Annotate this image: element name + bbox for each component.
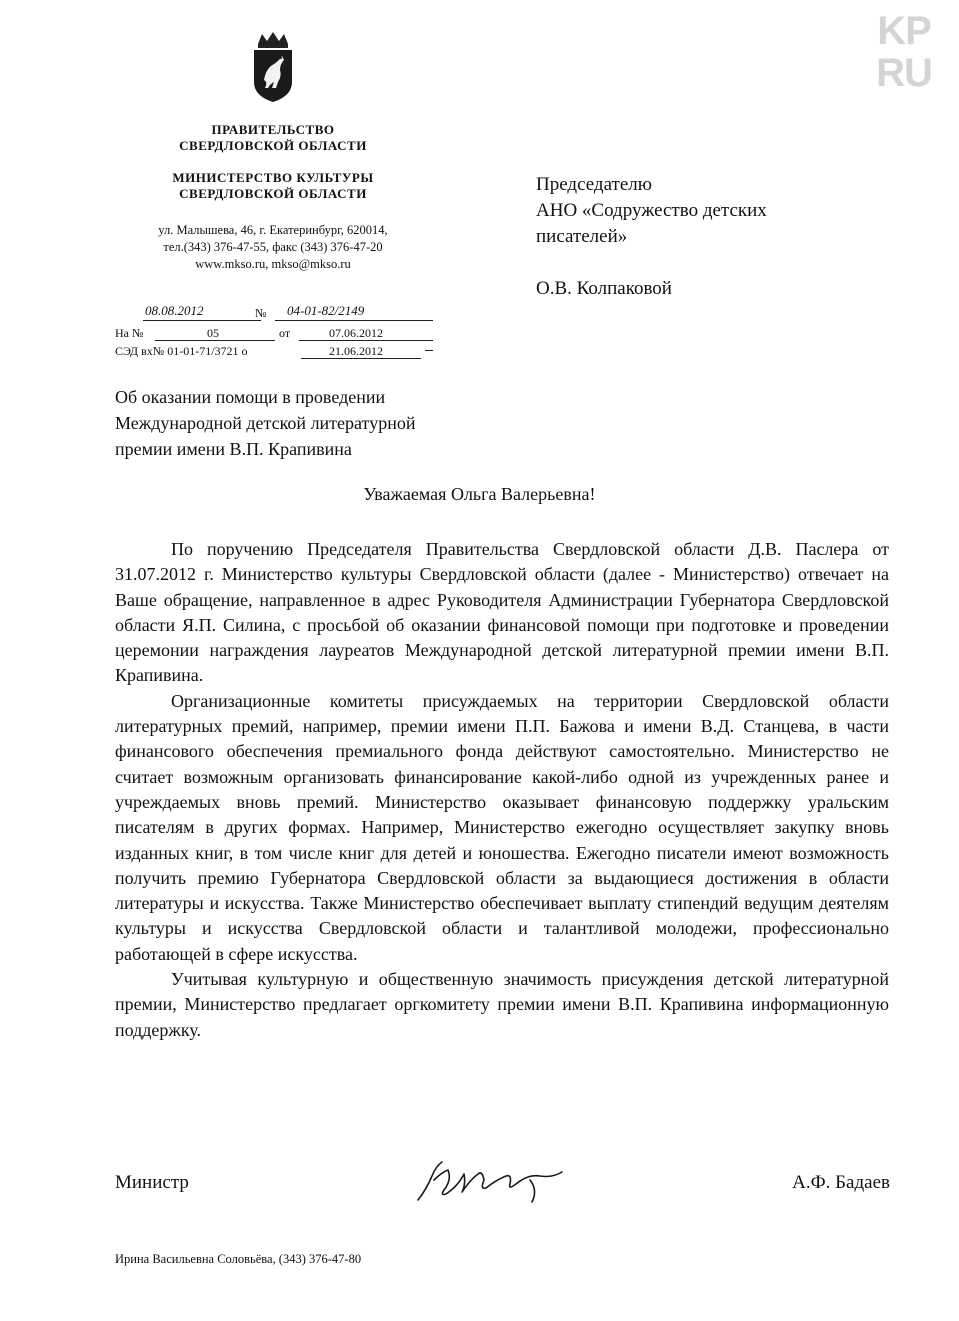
government-line-2: СВЕРДЛОВСКОЙ ОБЛАСТИ bbox=[179, 138, 367, 153]
body-paragraph-2: Организационные комитеты присуждаемых на территории Свердловской области литературных премий, например, премии имени П.П. Бажова и имени В.Д. Станцева, в части финансового обеспечения премиального фонда действуют самостоятельно. Министерство не считает возможным организовать финансирование какой-либо одной из учрежденных ранее и учреждаемых вновь премий. Министерство оказывает финансовую поддержку уральским писателям в других формах. Например, Министерство ежегодно осуществляет закупку вновь изданных книг, в том числе книг для детей и юношества. Ежегодно писатели имеют возможность получить премию Губернатора Свердловской области за выдающиеся достижения в области литературы и искусства. Также Министерство обеспечивает выплату стипендий ведущим деятелям культуры и искусства Свердловской области и талантливой молодежи, профессионально работающей в сфере искусства. bbox=[115, 690, 889, 964]
ministry-line-2: СВЕРДЛОВСКОЙ ОБЛАСТИ bbox=[179, 186, 367, 201]
recipient-name: О.В. Колпаковой bbox=[536, 278, 672, 299]
address-line-2: тел.(343) 376-47-55, факс (343) 376-47-20 bbox=[163, 240, 383, 254]
ref-from-label: от bbox=[279, 326, 291, 340]
registry-block bbox=[115, 303, 435, 366]
ministry-header bbox=[120, 170, 426, 202]
ref-label: На № bbox=[115, 326, 144, 340]
outgoing-number-sign: № bbox=[255, 306, 267, 320]
recipient-line-3: писателей» bbox=[536, 226, 628, 247]
greeting: Уважаемая Ольга Валерьевна! bbox=[363, 484, 596, 504]
outgoing-date: 08.08.2012 bbox=[145, 303, 204, 318]
ref-number: 05 bbox=[207, 326, 219, 340]
address-line-3: www.mkso.ru, mkso@mkso.ru bbox=[195, 257, 351, 271]
ministry-line-1: МИНИСТЕРСТВО КУЛЬТУРЫ bbox=[172, 170, 374, 185]
recipient-line-1: Председателю bbox=[536, 174, 652, 195]
watermark-line-2: RU bbox=[876, 51, 932, 95]
letter-body bbox=[115, 537, 889, 1043]
signatory-name: А.Ф. Бадаев bbox=[792, 1172, 890, 1193]
sed-date: 21.06.2012 bbox=[329, 344, 383, 358]
ref-date: 07.06.2012 bbox=[329, 326, 383, 340]
recipient-block bbox=[536, 172, 836, 302]
address-line-1: ул. Малышева, 46, г. Екатеринбург, 620014, bbox=[158, 223, 388, 237]
body-paragraph-1: По поручению Председателя Правительства Свердловской области Д.В. Паслера от 31.07.2012 г. Министерство культуры Свердловской области (далее - Министерство) отвечает на Ваше обращение, направленное в адрес Руководителя Администрации Губернатора Свердловской области Я.П. Силина, с просьбой об оказании финансовой помощи при подготовке и проведении церемонии награждения лауреатов Международной детской литературной премии имени В.П. Крапивина. bbox=[115, 539, 889, 686]
subject-line-1: Об оказании помощи в проведении bbox=[115, 387, 386, 407]
subject-line-3: премии имени В.П. Крапивина bbox=[115, 439, 352, 459]
government-header bbox=[120, 122, 426, 154]
sed-label: СЭД вх№ 01-01-71/3721 о bbox=[115, 344, 248, 358]
subject-line-2: Международной детской литературной bbox=[115, 413, 416, 433]
kp-ru-watermark bbox=[858, 10, 950, 94]
contact-footer: Ирина Васильевна Соловьёва, (343) 376-47-80 bbox=[115, 1252, 362, 1266]
signatory-title: Министр bbox=[115, 1172, 189, 1193]
handwritten-signature-icon bbox=[412, 1150, 582, 1210]
outgoing-number: 04-01-82/2149 bbox=[287, 303, 365, 318]
watermark-line-1: KP bbox=[877, 9, 931, 53]
government-line-1: ПРАВИТЕЛЬСТВО bbox=[211, 122, 335, 137]
letter-subject bbox=[115, 384, 515, 462]
coat-of-arms-icon bbox=[250, 30, 296, 104]
recipient-line-2: АНО «Содружество детских bbox=[536, 200, 767, 221]
body-paragraph-3: Учитывая культурную и общественную значимость присуждения детской литературной премии, Министерство предлагает оргкомитету премии имени В.П. Крапивина информационную поддержку. bbox=[115, 969, 889, 1040]
recipient-spacer bbox=[536, 250, 836, 276]
ministry-address bbox=[112, 222, 434, 273]
